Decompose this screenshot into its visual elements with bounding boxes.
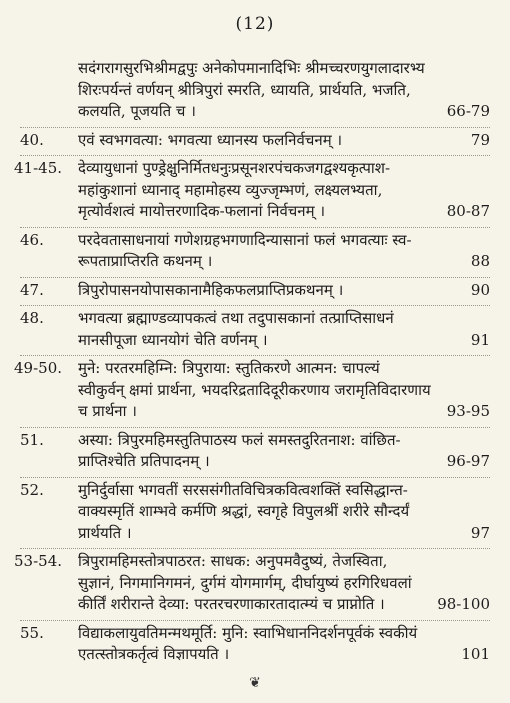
entry-page: 88 xyxy=(470,252,490,270)
entry-line: स्वीकुर्वन् क्षमां प्रार्थना, भयदरिद्रतादिदूरीकरणाय जरामृतिविदारणाय xyxy=(78,380,431,399)
entry-number: 41-45. xyxy=(14,159,63,177)
entry-line: एतत्स्तोत्रकर्तृत्वं विज्ञापयति । xyxy=(78,645,230,663)
toc-entry xyxy=(20,128,490,157)
toc-entry xyxy=(14,549,490,621)
footer-ornament-icon: ❦ xyxy=(249,675,261,691)
entry-line: भगवत्या ब्रह्माण्डव्यापकत्वं तथा तदुपासकानां तत्प्राप्तिसाधनं xyxy=(78,309,394,327)
entry-page: 97 xyxy=(470,523,490,542)
entry-line: मुनिर्दुर्वासा भगवतीं सरससंगीतविचित्रकवित्वशक्तिं स्वसिद्धान्त- xyxy=(78,480,408,499)
entry-line: मृत्योर्वशत्वं मायोत्तरणादिक-फलानां निर्वचनम् । xyxy=(78,202,326,220)
entry-number: 49-50. xyxy=(14,359,63,377)
entry-number: 47. xyxy=(20,280,44,299)
entry-line: प्रार्थयति । xyxy=(78,523,132,542)
toc-entry xyxy=(20,621,490,670)
entry-page: 91 xyxy=(470,330,490,349)
toc-entry xyxy=(20,306,490,356)
entry-page: 96-97 xyxy=(446,452,490,470)
entry-line: वाक्यस्मृतिं शाम्भवे कर्मणि श्रद्धां, स्वगृहे विपुलश्रीं शरीरे सौन्दर्यं xyxy=(78,502,410,520)
page-number: (12) xyxy=(235,14,275,34)
entry-number: 55. xyxy=(20,623,44,642)
entry-line: च प्रार्थना । xyxy=(78,402,137,420)
entry-number: 53-54. xyxy=(14,552,63,570)
entry-line: मुने: परतरमहिम्नि: त्रिपुराया: स्तुतिकरणे आत्मन: चापल्यं xyxy=(78,359,380,377)
entry-page: 101 xyxy=(461,645,490,663)
entry-line: त्रिपुरोपासनयोपासकानामैहिकफलप्राप्तिप्रकथनम् । xyxy=(78,280,344,299)
entry-line: एवं स्वभगवत्या: भगवत्या ध्यानस्य फलनिर्वचनम् । xyxy=(78,130,343,149)
entry-line: प्राप्तिश्चेति प्रतिपादनम् । xyxy=(78,452,210,470)
entry-number: 46. xyxy=(20,230,44,249)
toc-entry xyxy=(20,56,490,128)
entry-page: 93-95 xyxy=(446,402,490,420)
entry-number: 48. xyxy=(20,309,44,327)
entry-number: 52. xyxy=(20,480,44,499)
toc-entry xyxy=(14,156,490,228)
toc-entry xyxy=(20,428,490,478)
entry-number: 51. xyxy=(20,430,44,449)
entry-page: 79 xyxy=(470,130,490,149)
entry-line: रूपताप्राप्तिरति कथनम् । xyxy=(78,252,213,270)
toc-entry xyxy=(20,228,490,278)
entry-line: विद्याकलायुवतिमन्मथमूर्ति: मुनि: स्वाभिधाननिदर्शनपूर्वकं स्वकीयं xyxy=(78,623,418,642)
entry-page: 80-87 xyxy=(446,202,490,220)
entry-line: त्रिपुरामहिमस्तोत्रपाठरत: साधक: अनुपमवैदुष्यं, तेजस्विता, xyxy=(78,552,388,570)
entry-line: परदेवतासाधनायां गणेशग्रहभगणादिन्यासानां फलं भगवत्याः स्व- xyxy=(78,230,412,249)
entry-line: शिरःपर्यन्तं वर्णयन् श्रीत्रिपुरां स्मरति, ध्यायति, प्रार्थयति, भजति, xyxy=(78,80,411,99)
entry-line: कीर्तिं शरीरान्ते देव्या: परतरचरणाकारतादात्म्यं च प्राप्नोति । xyxy=(78,595,385,613)
entry-line: कलयति, पूजयति च । xyxy=(78,102,196,120)
toc-entry xyxy=(20,478,490,550)
entry-line: मानसीपूजा ध्यानयोगं चेति वर्णनम् । xyxy=(78,330,268,349)
entry-line: महांकुशानां ध्यानाद् महामोहस्य व्युज्जृम्भणं, लक्ष्यलभ्यता, xyxy=(78,180,383,199)
toc-entry xyxy=(14,356,490,428)
entry-page: 98-100 xyxy=(437,595,490,613)
entry-line: अस्या: त्रिपुरमहिमस्तुतिपाठस्य फलं समस्तदुरितनाश: वांछित- xyxy=(78,430,401,449)
entry-page: 90 xyxy=(470,280,490,299)
toc-entry xyxy=(20,278,490,307)
entry-page: 66-79 xyxy=(446,102,490,120)
entry-number: 40. xyxy=(20,130,44,149)
entry-line: देव्यायुधानां पुण्ड्रेक्षुनिर्मितधनुःप्रसूनशरपंचकजगद्वश्यकृत्पाश- xyxy=(78,159,391,177)
table-of-contents xyxy=(14,56,490,670)
entry-line: सुज्ञानं, निगमानिगमनं, दुर्गमं योगमार्गम्, दीर्घायुष्यं हरगिरिधवलां xyxy=(78,573,412,592)
entry-line: सदंगरागसुरभिश्रीमद्वपुः अनेकोपमानादिभिः श्रीमच्चरणयुगलादारभ्य xyxy=(78,59,425,77)
